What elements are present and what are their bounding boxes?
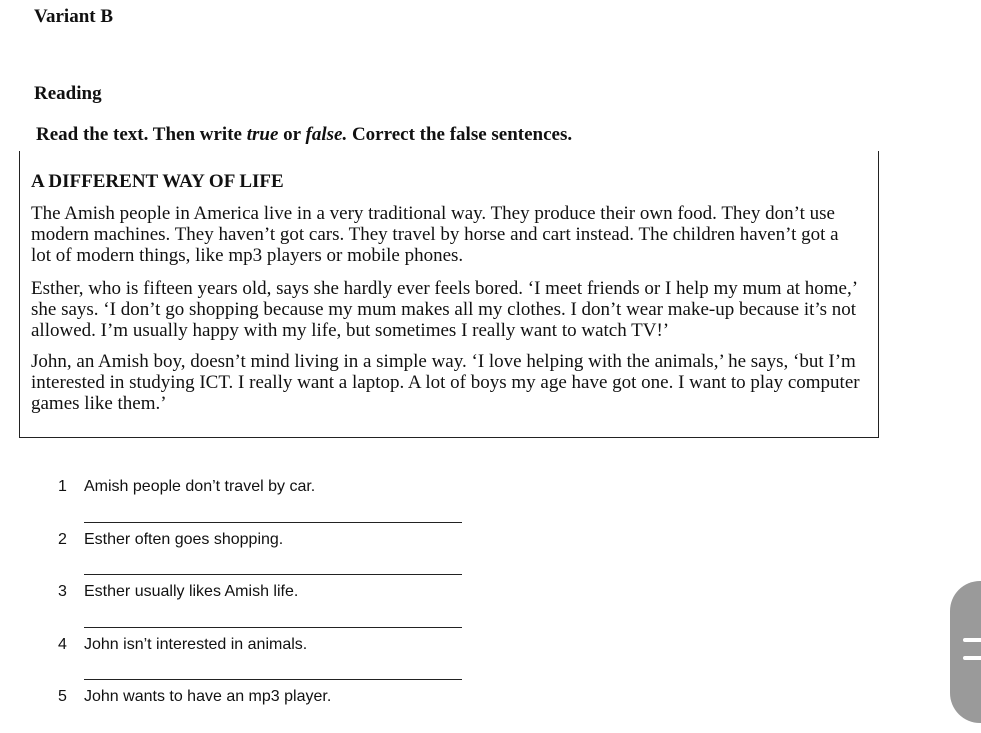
- reading-paragraph-3: John, an Amish boy, doesn’t mind living in a simple way. ‘I love helping with the animals,’ he says, ‘but I’m interested in studying ICT. I really want a laptop. A lot of boys my age have got one. I want to play computer games like them.’: [31, 351, 860, 414]
- question-4: [58, 636, 307, 654]
- question-number: 2: [58, 531, 67, 548]
- answer-line-2[interactable]: [84, 574, 462, 575]
- question-2: [58, 531, 283, 549]
- question-number: 4: [58, 636, 67, 653]
- question-number: 3: [58, 583, 67, 600]
- reading-text-box: [19, 151, 879, 438]
- side-panel-tab[interactable]: [950, 581, 981, 723]
- instructions-true-word: true: [246, 124, 279, 145]
- instructions-part1: Read the text. Then write: [36, 124, 247, 145]
- answer-line-4[interactable]: [84, 679, 462, 680]
- section-heading: Reading: [34, 83, 102, 104]
- question-text: John isn’t interested in animals.: [84, 636, 308, 653]
- question-text: Amish people don’t travel by car.: [84, 478, 316, 495]
- question-number: 5: [58, 688, 67, 705]
- question-text: John wants to have an mp3 player.: [84, 688, 332, 705]
- question-number: 1: [58, 478, 67, 495]
- variant-heading: Variant B: [34, 6, 114, 27]
- instructions-or-word: or: [278, 124, 306, 145]
- reading-text-title: A DIFFERENT WAY OF LIFE: [31, 171, 284, 192]
- task-instructions: [36, 124, 572, 146]
- question-1: [58, 478, 315, 496]
- answer-line-1[interactable]: [84, 522, 462, 523]
- question-5: [58, 688, 331, 706]
- instructions-part2: Correct the false sentences.: [347, 124, 573, 145]
- question-3: [58, 583, 298, 601]
- instructions-false-word: false.: [305, 124, 348, 145]
- question-text: Esther often goes shopping.: [84, 531, 284, 548]
- question-text: Esther usually likes Amish life.: [84, 583, 299, 600]
- reading-paragraph-2: Esther, who is fifteen years old, says she hardly ever feels bored. ‘I meet friends or I help my mum at home,’ she says. ‘I don’t go shopping because my mum makes all my clothes. I don’t wear make-up because it’s not allowed. I’m usually happy with my life, but sometimes I really want to watch TV!’: [31, 278, 857, 341]
- reading-paragraph-1: The Amish people in America live in a very traditional way. They produce their own food. They don’t use modern machines. They haven’t got cars. They travel by horse and cart instead. The children haven’t got a lot of modern things, like mp3 players or mobile phones.: [31, 203, 839, 266]
- answer-line-3[interactable]: [84, 627, 462, 628]
